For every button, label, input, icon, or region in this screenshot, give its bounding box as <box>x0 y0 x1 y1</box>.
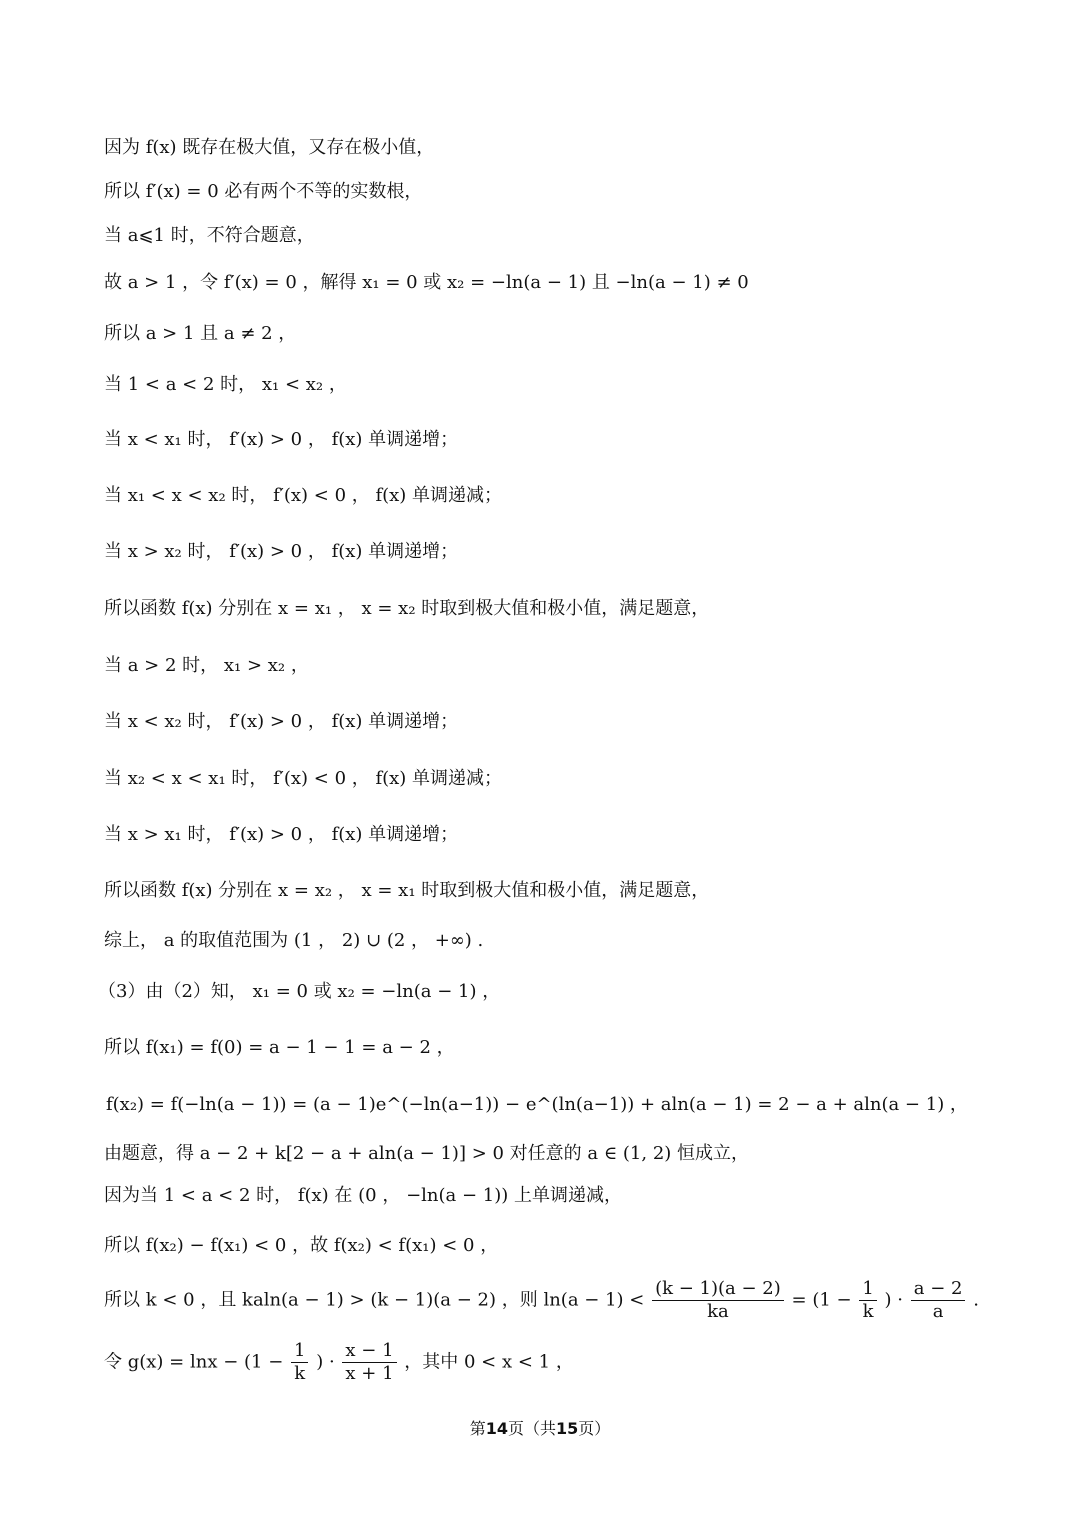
text-segment: ，其中 0 < x < 1 ， <box>404 1351 574 1373</box>
page-number: 14 <box>485 1419 508 1438</box>
text-line: 因为 f(x) 既存在极大值，又存在极小值， <box>104 137 435 158</box>
fraction-numerator: x − 1 <box>342 1340 396 1363</box>
text-line: 由题意，得 a − 2 + k[2 − a + aln(a − 1)] > 0 对任意的 a ∈ (1, 2) 恒成立， <box>104 1143 750 1164</box>
definition-line <box>104 1340 574 1385</box>
fraction-numerator: a − 2 <box>911 1278 966 1301</box>
page-total: 15 <box>556 1419 579 1438</box>
page-footer <box>0 1416 1080 1439</box>
text-segment: = (1 − <box>791 1289 852 1311</box>
text-line: 所以 f(x₂) − f(x₁) < 0 ，故 f(x₂) < f(x₁) < 0 ， <box>104 1235 499 1256</box>
fraction <box>342 1340 396 1385</box>
text-line: 当 1 < a < 2 时， x₁ < x₂ ， <box>104 374 347 395</box>
text-segment: ) · <box>316 1351 335 1373</box>
text-line: （3）由（2）知， x₁ = 0 或 x₂ = −ln(a − 1) ， <box>98 981 501 1002</box>
text-line: 当 x₂ < x < x₁ 时， f′(x) < 0 ， f(x) 单调递减； <box>104 768 503 789</box>
text-line: f(x₂) = f(−ln(a − 1)) = (a − 1)e^(−ln(a−1)) − e^(ln(a−1)) + aln(a − 1) = 2 − a + aln(a − 1) ， <box>106 1094 968 1115</box>
fraction-denominator: k <box>294 1363 306 1384</box>
text-line: 当 x < x₂ 时， f′(x) > 0 ， f(x) 单调递增； <box>104 711 459 732</box>
fraction-denominator: x + 1 <box>345 1363 394 1384</box>
footer-mid: 页（共 <box>507 1419 556 1438</box>
text-line: 所以 f′(x) = 0 必有两个不等的实数根， <box>104 181 423 202</box>
fraction-numerator: (k − 1)(a − 2) <box>652 1278 784 1301</box>
fraction <box>291 1340 308 1385</box>
text-segment: ) · <box>884 1289 903 1311</box>
fraction <box>859 1278 876 1323</box>
text-line: 当 x < x₁ 时， f′(x) > 0 ， f(x) 单调递增； <box>104 429 459 450</box>
text-line: 因为当 1 < a < 2 时， f(x) 在 (0 ， −ln(a − 1)) 上单调递减， <box>104 1185 622 1206</box>
text-line: 当 x > x₁ 时， f′(x) > 0 ， f(x) 单调递增； <box>104 824 459 845</box>
fraction <box>652 1278 784 1323</box>
text-line: 故 a > 1 ，令 f′(x) = 0 ，解得 x₁ = 0 或 x₂ = −ln(a − 1) 且 −ln(a − 1) ≠ 0 <box>104 272 749 293</box>
text-line: 所以 f(x₁) = f(0) = a − 1 − 1 = a − 2 ， <box>104 1037 455 1058</box>
text-line: 所以函数 f(x) 分别在 x = x₁ ， x = x₂ 时取到极大值和极小值，满足题意， <box>104 598 710 619</box>
fraction-numerator: 1 <box>291 1340 308 1363</box>
text-segment: 令 g(x) = lnx − (1 − <box>104 1351 284 1373</box>
text-line: 当 a > 2 时， x₁ > x₂ ， <box>104 655 309 676</box>
text-segment: 所以 k < 0 ，且 kaln(a − 1) > (k − 1)(a − 2) ，则 ln(a − 1) < <box>104 1289 645 1311</box>
text-line: 当 x₁ < x < x₂ 时， f′(x) < 0 ， f(x) 单调递减； <box>104 485 503 506</box>
fraction-denominator: a <box>932 1301 944 1322</box>
footer-pre: 第 <box>469 1419 486 1438</box>
text-line: 当 a⩽1 时，不符合题意， <box>104 225 315 246</box>
text-line: 当 x > x₂ 时， f′(x) > 0 ， f(x) 单调递增； <box>104 541 459 562</box>
fraction-denominator: ka <box>707 1301 729 1322</box>
fraction-numerator: 1 <box>859 1278 876 1301</box>
inequality-line <box>104 1278 979 1323</box>
fraction <box>911 1278 966 1323</box>
text-line: 所以函数 f(x) 分别在 x = x₂ ， x = x₁ 时取到极大值和极小值，满足题意， <box>104 880 710 901</box>
text-segment: . <box>973 1289 979 1311</box>
text-line: 所以 a > 1 且 a ≠ 2 ， <box>104 323 297 344</box>
text-line: 综上， a 的取值范围为 (1 ， 2) ∪ (2 ， +∞) . <box>104 930 484 951</box>
footer-post: 页） <box>578 1419 611 1438</box>
fraction-denominator: k <box>862 1301 874 1322</box>
